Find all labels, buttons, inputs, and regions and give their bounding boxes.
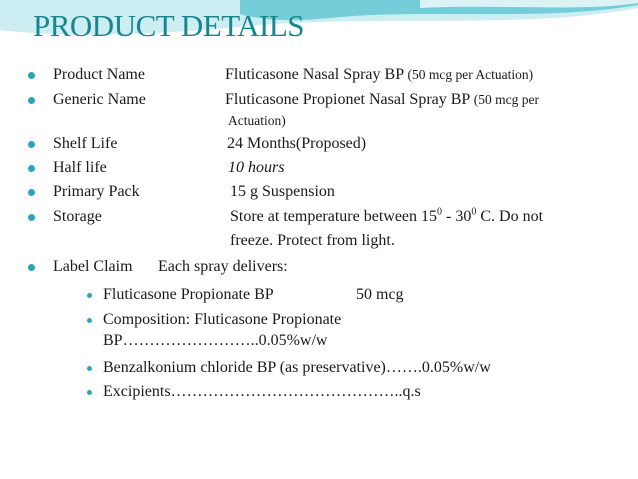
generic-name-label: Generic Name <box>53 91 146 108</box>
bullet-icon <box>28 264 35 271</box>
sub-item-composition-cont: BP……………………..0.05%w/w <box>103 332 328 349</box>
bullet-icon <box>28 141 35 148</box>
half-life-value: 10 hours <box>228 159 285 176</box>
label-claim-label: Label Claim <box>53 258 133 275</box>
sub-item-excipients: Excipients……………………………………..q.s <box>103 383 421 400</box>
product-name-label: Product Name <box>53 66 145 83</box>
page-title: PRODUCT DETAILS <box>33 8 305 43</box>
sub-item-composition: Composition: Fluticasone Propionate <box>103 311 342 328</box>
sub-item-preservative: Benzalkonium chloride BP (as preservative)…….0.05%w/w <box>103 359 491 376</box>
sub-bullet-icon <box>87 293 92 298</box>
half-life-label: Half life <box>53 159 107 176</box>
bullet-icon <box>28 189 35 196</box>
bullet-icon <box>28 72 35 79</box>
sub-bullet-icon <box>87 390 92 395</box>
sub-bullet-icon <box>87 318 92 323</box>
shelf-life-label: Shelf Life <box>53 135 118 152</box>
bullet-icon <box>28 97 35 104</box>
primary-pack-label: Primary Pack <box>53 183 140 200</box>
bullet-icon <box>28 214 35 221</box>
sub-item-amount: 50 mcg <box>356 286 404 303</box>
sub-item-name: Fluticasone Propionate BP <box>103 286 274 303</box>
generic-name-value-cont: Actuation) <box>228 113 286 128</box>
primary-pack-value: 15 g Suspension <box>230 183 335 200</box>
bullet-icon <box>28 165 35 172</box>
sub-bullet-icon <box>87 366 92 371</box>
label-claim-value: Each spray delivers: <box>158 258 288 275</box>
storage-label: Storage <box>53 208 102 225</box>
storage-value: Store at temperature between $15^0 - 30^0$ C. Do not <box>230 206 544 225</box>
shelf-life-value: 24 Months(Proposed) <box>227 135 367 152</box>
generic-name-value: Fluticasone Propionet Nasal Spray BP (50 mcg per <box>225 91 539 108</box>
product-name-value: Fluticasone Nasal Spray BP (50 mcg per Actuation) <box>225 66 534 83</box>
storage-value-cont: freeze. Protect from light. <box>230 232 395 249</box>
